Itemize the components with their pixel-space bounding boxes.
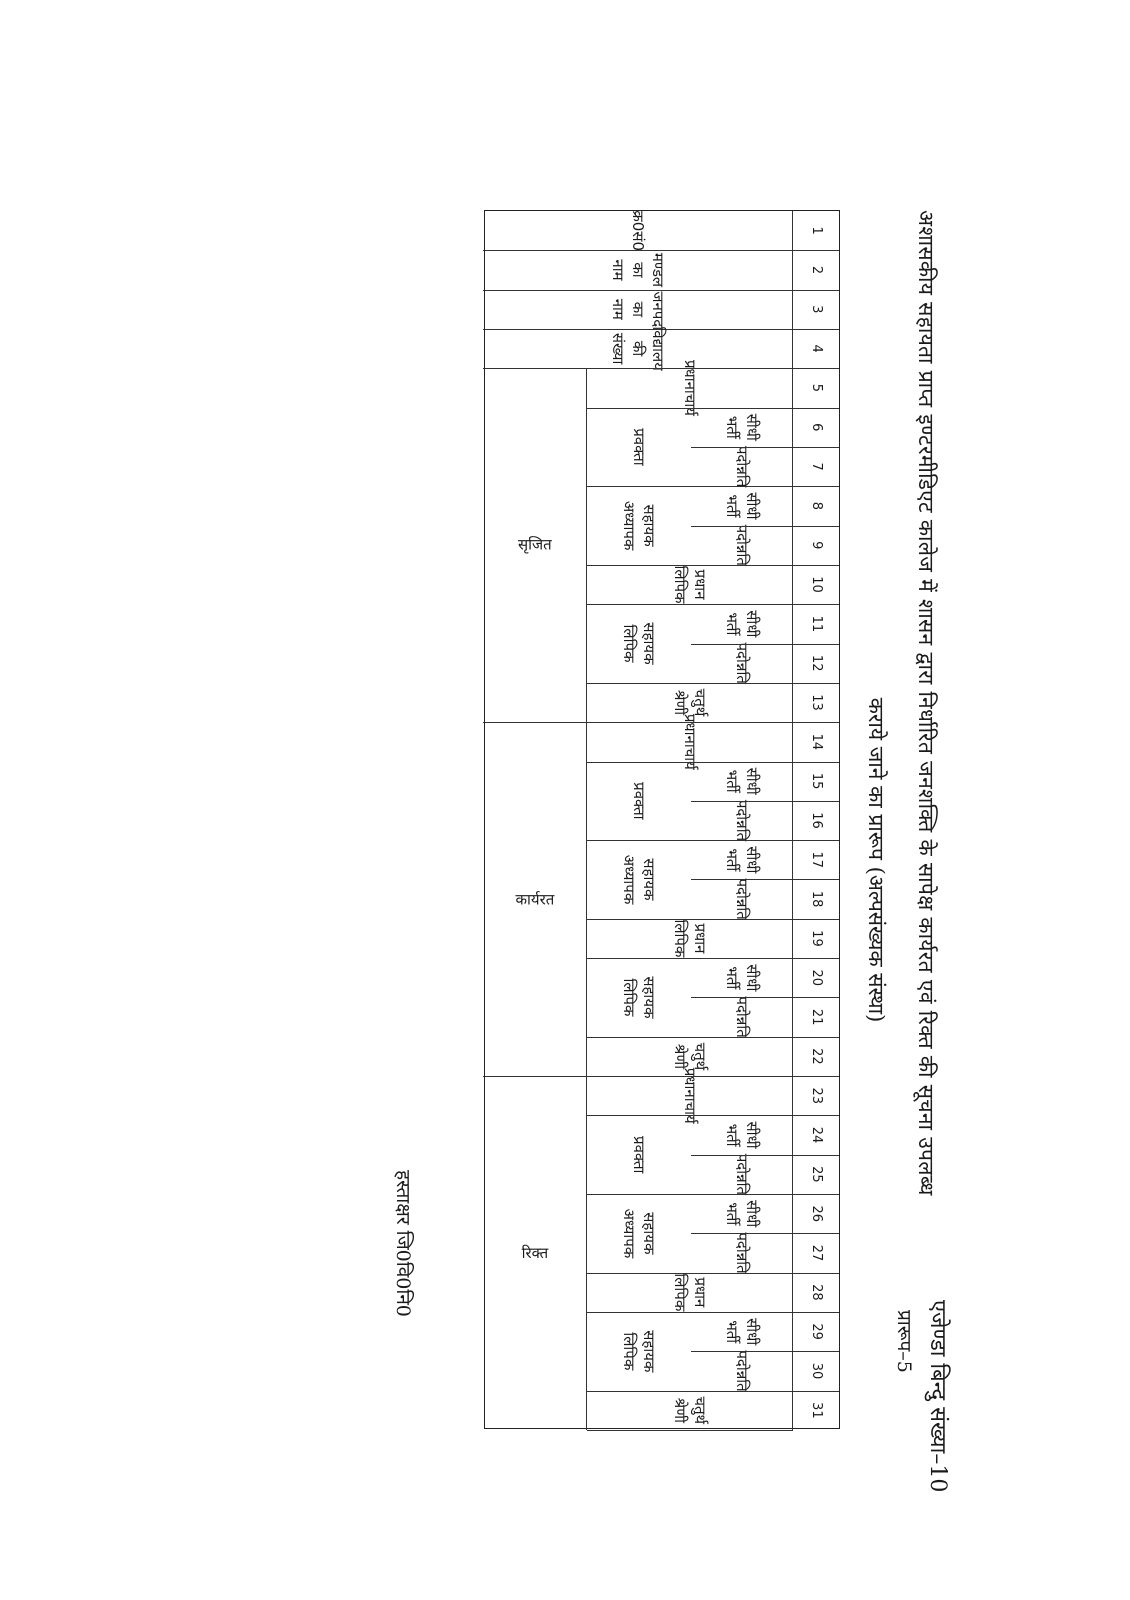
row-label: प्रधान लिपिक bbox=[671, 1273, 710, 1312]
row-number: 25 bbox=[808, 1166, 824, 1183]
section-label-1 bbox=[483, 368, 587, 722]
section-label-2 bbox=[483, 722, 587, 1076]
table-rule-v bbox=[587, 1076, 793, 1077]
heading bbox=[850, 210, 960, 1510]
row-number: 18 bbox=[808, 890, 824, 908]
table-rule-v bbox=[691, 1233, 793, 1234]
recruitment-type: सीधी भर्ती bbox=[723, 492, 762, 520]
recruitment-type: सीधी भर्ती bbox=[723, 767, 762, 795]
post-lecturer: प्रवक्ता bbox=[630, 428, 649, 466]
table-rule-v bbox=[587, 1391, 793, 1392]
post-assistant-teacher: सहायक अध्यापक bbox=[620, 854, 659, 905]
row-label: चतुर्थ श्रेणी bbox=[671, 1042, 710, 1071]
section-label-3 bbox=[483, 1076, 587, 1430]
table-rule-v bbox=[691, 879, 793, 880]
row-number: 26 bbox=[808, 1205, 824, 1222]
table-rule-v bbox=[587, 368, 793, 369]
recruitment-type: पदोन्नति bbox=[733, 1350, 752, 1392]
row-number: 16 bbox=[808, 812, 824, 829]
section-label-text: रिक्त bbox=[521, 1243, 549, 1262]
row-number: 28 bbox=[808, 1284, 824, 1301]
section-label-text: कार्यरत bbox=[515, 890, 555, 909]
table-rule-v bbox=[691, 1155, 793, 1156]
row-number: 10 bbox=[808, 576, 824, 593]
post-assistant-teacher: सहायक अध्यापक bbox=[620, 1208, 659, 1259]
recruitment-type: सीधी भर्ती bbox=[723, 1200, 762, 1228]
recruitment-type: सीधी भर्ती bbox=[723, 1121, 762, 1149]
recruitment-type: पदोन्नति bbox=[733, 524, 752, 566]
row-number: 11 bbox=[808, 615, 824, 633]
row-label: प्रधान लिपिक bbox=[671, 565, 710, 604]
row-label: प्रधानाचार्य bbox=[681, 713, 700, 770]
rotated-page bbox=[400, 210, 960, 1510]
post-lecturer: प्रवक्ता bbox=[630, 782, 649, 820]
row-number: 27 bbox=[808, 1244, 824, 1262]
row-number: 22 bbox=[808, 1048, 824, 1065]
table-rule-v bbox=[587, 1273, 793, 1274]
manpower-table bbox=[484, 210, 840, 1429]
table-rule-v bbox=[587, 565, 793, 566]
recruitment-type: पदोन्नति bbox=[733, 996, 752, 1038]
row-number: 23 bbox=[808, 1087, 824, 1105]
row-number: 4 bbox=[808, 344, 824, 353]
post-assistant-clerk: सहायक लिपिक bbox=[620, 622, 659, 665]
row-label: विद्यालय की संख्या bbox=[608, 326, 668, 371]
table-rule-v bbox=[691, 644, 793, 645]
row-number: 14 bbox=[808, 733, 824, 751]
recruitment-type: सीधी भर्ती bbox=[723, 1318, 762, 1346]
table-rule-v bbox=[587, 683, 793, 684]
section-label-text: सृजित bbox=[518, 536, 552, 555]
row-label: प्रधानाचार्य bbox=[681, 1067, 700, 1124]
row-label: क्र0सं0 bbox=[629, 210, 648, 252]
agenda-point bbox=[924, 1300, 954, 1492]
row-number: 15 bbox=[808, 772, 824, 790]
agenda-number: 10 bbox=[925, 1464, 950, 1493]
table-rule-v bbox=[587, 408, 793, 409]
recruitment-type: पदोन्नति bbox=[733, 878, 752, 920]
table-rule-v bbox=[587, 604, 793, 605]
form-number: प्रारूप–5 bbox=[893, 1310, 915, 1373]
row-number: 31 bbox=[808, 1402, 824, 1419]
table-rule-v bbox=[483, 368, 587, 369]
table-rule-v bbox=[691, 997, 793, 998]
table-rule-v bbox=[587, 958, 793, 959]
title-line-2: कराये जाने का प्रारूप (अल्पसंख्यक संस्था) bbox=[864, 697, 888, 1023]
row-number: 7 bbox=[808, 462, 824, 471]
table-rule-v bbox=[587, 1312, 793, 1313]
table-rule-v bbox=[587, 1115, 793, 1116]
row-label: मण्डल का नाम bbox=[608, 252, 668, 288]
row-number: 19 bbox=[808, 930, 824, 947]
row-number: 24 bbox=[808, 1126, 824, 1144]
row-number: 20 bbox=[808, 969, 824, 987]
row-number: 9 bbox=[808, 541, 824, 550]
row-number: 1 bbox=[808, 226, 824, 235]
title-line-1: अशासकीय सहायता प्राप्त इण्टरमीडिएट कालेज में शासन द्वारा निर्धारित जनशक्ति के सापेक्ष कार्यरत एवं रिक्त की सूचना उपलब्ध bbox=[914, 210, 938, 1196]
recruitment-type: सीधी भर्ती bbox=[723, 846, 762, 874]
row-number: 5 bbox=[808, 383, 824, 393]
table-rule-v bbox=[587, 1037, 793, 1038]
recruitment-type: पदोन्नति bbox=[733, 1153, 752, 1196]
table-rule-v bbox=[587, 919, 793, 920]
post-assistant-clerk: सहायक लिपिक bbox=[620, 1330, 659, 1373]
row-number: 6 bbox=[808, 423, 824, 432]
table-rule-v bbox=[587, 762, 793, 763]
table-rule-v bbox=[483, 1076, 587, 1077]
post-assistant-clerk: सहायक लिपिक bbox=[620, 976, 659, 1019]
row-label: प्रधान लिपिक bbox=[671, 919, 710, 958]
recruitment-type: सीधी भर्ती bbox=[723, 610, 762, 638]
row-label: चतुर्थ श्रेणी bbox=[671, 688, 710, 717]
table-rule-v bbox=[587, 1430, 793, 1431]
table-rule-v bbox=[691, 1351, 793, 1352]
row-number: 12 bbox=[808, 654, 824, 672]
row-label: चतुर्थ श्रेणी bbox=[671, 1396, 710, 1425]
row-number: 17 bbox=[808, 851, 824, 869]
recruitment-type: सीधी भर्ती bbox=[723, 413, 762, 441]
table-rule-v bbox=[691, 447, 793, 448]
row-number: 30 bbox=[808, 1362, 824, 1380]
row-number: 29 bbox=[808, 1323, 824, 1340]
row-number: 21 bbox=[808, 1008, 824, 1026]
table-rule-v bbox=[587, 722, 793, 723]
recruitment-type: पदोन्नति bbox=[733, 445, 752, 488]
recruitment-type: पदोन्नति bbox=[733, 799, 752, 842]
row-label: जनपद का नाम bbox=[608, 291, 668, 328]
recruitment-type: सीधी भर्ती bbox=[723, 964, 762, 992]
recruitment-type: पदोन्नति bbox=[733, 1232, 752, 1274]
table-rule-v bbox=[691, 526, 793, 527]
signature-label: हस्ताक्षर जि0वि0नि0 bbox=[392, 1170, 414, 1317]
post-lecturer: प्रवक्ता bbox=[630, 1136, 649, 1174]
table-rule-v bbox=[691, 801, 793, 802]
post-assistant-teacher: सहायक अध्यापक bbox=[620, 500, 659, 551]
row-number: 2 bbox=[808, 265, 824, 275]
table-rule-v bbox=[483, 722, 587, 723]
recruitment-type: पदोन्नति bbox=[733, 642, 752, 684]
row-number: 13 bbox=[808, 694, 824, 711]
row-number: 3 bbox=[808, 305, 824, 314]
row-number: 8 bbox=[808, 501, 824, 511]
row-label: प्रधानाचार्य bbox=[681, 359, 700, 416]
agenda-label: एजेण्डा बिन्दु संख्या– bbox=[925, 1300, 950, 1465]
